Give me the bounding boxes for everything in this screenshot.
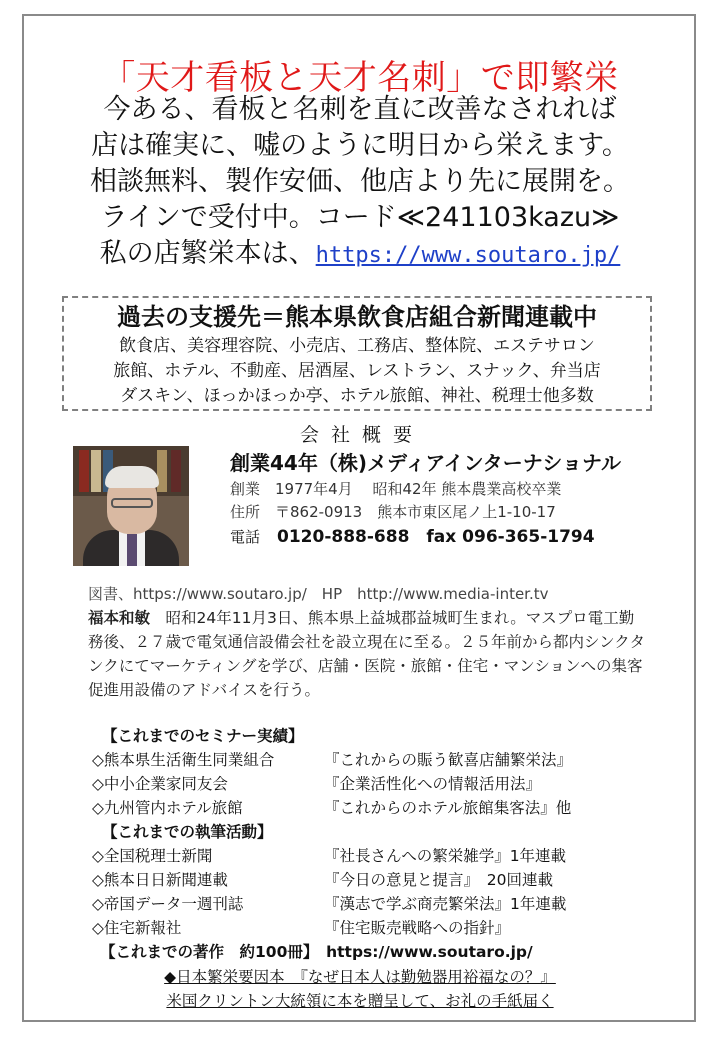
achievements bbox=[92, 724, 662, 964]
item-org: ◇熊本県生活衛生同業組合 bbox=[92, 751, 275, 769]
list-item bbox=[92, 772, 662, 796]
support-row-2: 旅館、ホテル、不動産、居酒屋、レストラン、スナック、弁当店 bbox=[113, 361, 601, 381]
list-item bbox=[92, 796, 662, 820]
item-title: 『今日の意見と提言』 20回連載 bbox=[324, 871, 553, 889]
item-org: ◇帝国データ一週刊誌 bbox=[92, 895, 244, 913]
company-profile bbox=[230, 422, 621, 550]
company-phone-row bbox=[230, 524, 621, 550]
company-address: 住所 〒862-0913 熊本市東区尾ノ上1-10-17 bbox=[230, 503, 556, 521]
item-title: 『住宅販売戦略への指針』 bbox=[324, 919, 511, 937]
lead-line-1: 今ある、看板と名刺を直に改善なされれば bbox=[103, 94, 617, 125]
company-title: 会社概要 bbox=[300, 424, 425, 446]
phone-label: 電話 bbox=[230, 528, 261, 546]
item-org: ◇九州管内ホテル旅館 bbox=[92, 799, 243, 817]
list-item bbox=[92, 868, 662, 892]
item-org: ◇中小企業家同友会 bbox=[92, 775, 228, 793]
seminars-heading: 【これまでのセミナー実績】 bbox=[102, 727, 304, 745]
footer-letter: 米国クリントン大統領に本を贈呈して、お礼の手紙届く bbox=[166, 992, 554, 1010]
support-row-3: ダスキン、ほっかほっか亭、ホテル旅館、神社、税理士他多数 bbox=[120, 386, 594, 406]
footer-book: ◆日本繁栄要因本 『なぜ日本人は勤勉器用裕福なの？』 bbox=[164, 968, 556, 986]
list-item bbox=[92, 916, 662, 940]
item-title: 『漢志で学ぶ商売繁栄法』1年連載 bbox=[324, 895, 567, 913]
book-line bbox=[0, 236, 720, 274]
footer-line-2 bbox=[0, 989, 720, 1013]
list-item bbox=[92, 892, 662, 916]
works-line: 【これまでの著作 約100冊】 https://www.soutaro.jp/ bbox=[100, 943, 533, 961]
book-prefix: 私の店繁栄本は、 bbox=[99, 238, 316, 269]
company-phone: 0120-888-688 fax 096-365-1794 bbox=[277, 527, 595, 547]
book-url-link[interactable]: https://www.soutaro.jp/ bbox=[315, 243, 621, 268]
company-founded: 創業 1977年4月 昭和42年 熊本農業高校卒業 bbox=[230, 480, 562, 498]
footer-line-1 bbox=[0, 965, 720, 989]
lead-line-3: 相談無料、製作安価、他店より先に展開を。 bbox=[90, 166, 630, 197]
list-item bbox=[92, 748, 662, 772]
lead-line-2: 店は確実に、嘘のように明日から栄えます。 bbox=[91, 130, 629, 161]
portrait-photo bbox=[73, 446, 189, 566]
bio-text-block bbox=[88, 606, 648, 702]
item-title: 『社長さんへの繁栄雑学』1年連載 bbox=[324, 847, 567, 865]
bio-text: 昭和24年11月3日、熊本県上益城郡益城町生まれ。マスプロ電工勤務後、２７歳で電気通信設備会社を設立現在に至る。２５年前から都内シンクタンクにてマーケティングを学び、店舗・医院・旅館・住宅・マンションへの集客促進用設備のアドバイスを行う。 bbox=[88, 609, 645, 699]
author-name: 福本和敏 bbox=[88, 609, 151, 627]
bio-section bbox=[88, 582, 648, 702]
support-row-1: 飲食店、美容理容院、小売店、工務店、整体院、エステサロン bbox=[119, 336, 595, 356]
support-title: 過去の支援先＝熊本県飲食店組合新聞連載中 bbox=[117, 303, 597, 331]
support-box bbox=[62, 296, 652, 411]
writing-heading: 【これまでの執筆活動】 bbox=[102, 823, 273, 841]
list-item bbox=[92, 844, 662, 868]
item-title: 『これからのホテル旅館集客法』他 bbox=[324, 799, 572, 817]
item-org: ◇全国税理士新聞 bbox=[92, 847, 213, 865]
item-org: ◇住宅新報社 bbox=[92, 919, 182, 937]
lead-line-4: ラインで受付中。コード≪241103kazu≫ bbox=[100, 202, 620, 233]
bio-web-line: 図書、https://www.soutaro.jp/ HP http://www.media-inter.tv bbox=[88, 585, 549, 603]
company-name: 創業44年（株)メディアインターナショナル bbox=[230, 451, 621, 475]
item-org: ◇熊本日日新聞連載 bbox=[92, 871, 228, 889]
item-title: 『企業活性化への情報活用法』 bbox=[324, 775, 542, 793]
item-title: 『これからの賑う歓喜店舗繁栄法』 bbox=[324, 751, 573, 769]
headline: 「天才看板と天才名刺」で即繁栄 bbox=[101, 58, 619, 98]
